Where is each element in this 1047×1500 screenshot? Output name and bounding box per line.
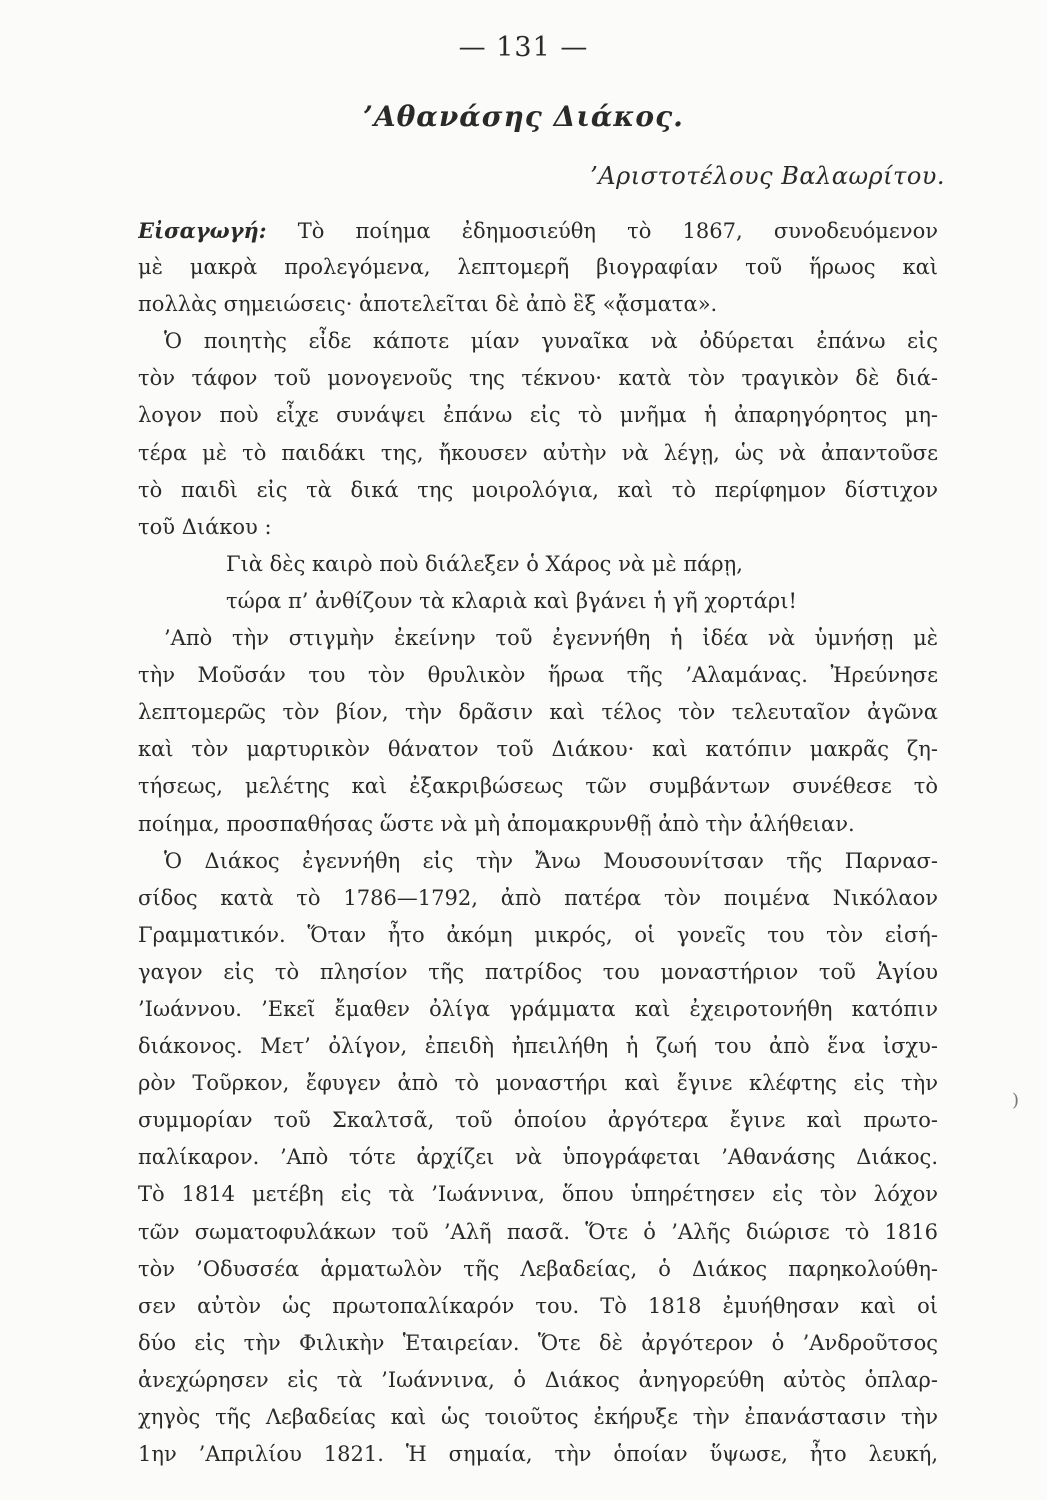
text-line: συμμορίαν τοῦ Σκαλτσᾶ, τοῦ ὁποίου ἀργότερα ἔγινε καὶ πρωτο-: [138, 1108, 938, 1133]
text-line: ποίημα, προσπαθήσας ὥστε νὰ μὴ ἀπομακρυνθῇ ἀπὸ τὴν ἀλήθειαν.: [138, 811, 855, 836]
text-line: τὸν τάφον τοῦ μονογενοῦς της τέκνου· κατὰ τὸν τραγικὸν δὲ διά-: [138, 366, 938, 391]
text-line: σίδος κατὰ τὸ 1786—1792, ἀπὸ πατέρα τὸν ποιμένα Νικόλαον: [138, 885, 938, 910]
author-name: ’Αριστοτέλους Βαλαωρίτου.: [590, 162, 945, 190]
page-number: — 131 —: [458, 32, 589, 63]
text-line: ’Απὸ τὴν στιγμὴν ἐκείνην τοῦ ἐγεννήθη ἡ ἰδέα νὰ ὑμνήσῃ μὲ: [164, 626, 938, 651]
text-line: σεν αὐτὸν ὡς πρωτοπαλίκαρόν του. Τὸ 1818 ἐμυήθησαν καὶ οἱ: [138, 1293, 938, 1318]
margin-mark: ): [1012, 1090, 1020, 1111]
body-text: [138, 212, 938, 1473]
text-line: χηγὸς τῆς Λεβαδείας καὶ ὡς τοιοῦτος ἐκήρυξε τὴν ἐπανάστασιν τὴν: [138, 1405, 938, 1429]
text-line: λογον ποὺ εἶχε συνάψει ἐπάνω εἰς τὸ μνῆμα ἡ ἀπαρηγόρητος μη-: [138, 403, 938, 428]
text-line: τοῦ Διάκου :: [138, 514, 272, 539]
text-line: τὴν Μοῦσάν του τὸν θρυλικὸν ἥρωα τῆς ’Αλαμάνας. Ἠρεύνησε: [138, 663, 938, 688]
text-line: δύο εἰς τὴν Φιλικὴν Ἑταιρείαν. Ὅτε δὲ ἀργότερον ὁ ’Ανδροῦτσος: [138, 1330, 938, 1355]
text-line: λεπτομερῶς τὸν βίον, τὴν δρᾶσιν καὶ τέλος τὸν τελευταῖον ἀγῶνα: [138, 700, 938, 725]
text-line: διάκονος. Μετ’ ὀλίγον, ἐπειδὴ ἠπειλήθη ἡ ζωή του ἀπὸ ἕνα ἰσχυ-: [138, 1034, 938, 1059]
text-line: γαγον εἰς τὸ πλησίον τῆς πατρίδος του μοναστήριον τοῦ Ἁγίου: [138, 959, 938, 984]
text-line: τήσεως, μελέτης καὶ ἐξακριβώσεως τῶν συμβάντων συνέθεσε τὸ: [138, 774, 938, 799]
text-line: πολλὰς σημειώσεις· ἀποτελεῖται δὲ ἀπὸ ἓξ «ᾄσματα».: [138, 292, 718, 317]
text-line: τῶν σωματοφυλάκων τοῦ ’Αλῆ πασᾶ. Ὅτε ὁ ’Αλῆς διώρισε τὸ 1816: [138, 1219, 938, 1244]
text-line: παλίκαρον. ’Απὸ τότε ἀρχίζει νὰ ὑπογράφεται ’Αθανάσης Διάκος.: [138, 1145, 938, 1170]
text-line: Τὸ 1814 μετέβη εἰς τὰ ’Ιωάννινα, ὅπου ὑπηρέτησεν εἰς τὸν λόχον: [138, 1182, 938, 1207]
text-line: ρὸν Τοῦρκον, ἔφυγεν ἀπὸ τὸ μοναστήρι καὶ ἔγινε κλέφτης εἰς τὴν: [138, 1071, 938, 1096]
text-line: [138, 212, 938, 249]
verse-line: τώρα π’ ἀνθίζουν τὰ κλαριὰ καὶ βγάνει ἡ γῆ χορτάρι!: [226, 588, 797, 613]
text-line: Ὁ ποιητὴς εἶδε κάποτε μίαν γυναῖκα νὰ ὀδύρεται ἐπάνω εἰς: [164, 329, 938, 354]
text-line: τέρα μὲ τὸ παιδάκι της, ἤκουσεν αὐτὴν νὰ λέγῃ, ὡς νὰ ἀπαντοῦσε: [138, 440, 938, 465]
text-line: ἀνεχώρησεν εἰς τὰ ’Ιωάννινα, ὁ Διάκος ἀνηγορεύθη αὐτὸς ὁπλαρ-: [138, 1367, 938, 1392]
text-line: Γραμματικόν. Ὅταν ἦτο ἀκόμη μικρός, οἱ γονεῖς του τὸν εἰσή-: [138, 922, 938, 947]
poem-title: ’Αθανάσης Διάκος.: [363, 100, 684, 133]
text-line: τὸν ’Οδυσσέα ἁρματωλὸν τῆς Λεβαδείας, ὁ Διάκος παρηκολούθη-: [138, 1256, 938, 1281]
text-line-content: Τὸ ποίημα ἐδημοσιεύθη τὸ 1867, συνοδευόμενον: [297, 219, 938, 243]
text-line: Ὁ Διάκος ἐγεννήθη εἰς τὴν Ἄνω Μουσουνίτσαν τῆς Παρνασ-: [164, 848, 938, 873]
text-line: 1ην ’Απριλίου 1821. Ἡ σημαία, τὴν ὁποίαν ὕψωσε, ἦτο λευκή,: [138, 1442, 938, 1467]
text-line: καὶ τὸν μαρτυρικὸν θάνατον τοῦ Διάκου· καὶ κατόπιν μακρᾶς ζη-: [138, 737, 938, 762]
intro-label: Εἰσαγωγή:: [138, 218, 267, 243]
text-line: τὸ παιδὶ εἰς τὰ δικά της μοιρολόγια, καὶ τὸ περίφημον δίστιχον: [138, 477, 938, 502]
text-line: ’Ιωάννου. ’Εκεῖ ἔμαθεν ὀλίγα γράμματα καὶ ἐχειροτονήθη κατόπιν: [138, 996, 938, 1021]
text-line: μὲ μακρὰ προλεγόμενα, λεπτομερῆ βιογραφίαν τοῦ ἥρωος καὶ: [138, 255, 938, 280]
verse-line: Γιὰ δὲς καιρὸ ποὺ διάλεξεν ὁ Χάρος νὰ μὲ πάρῃ,: [226, 551, 743, 576]
